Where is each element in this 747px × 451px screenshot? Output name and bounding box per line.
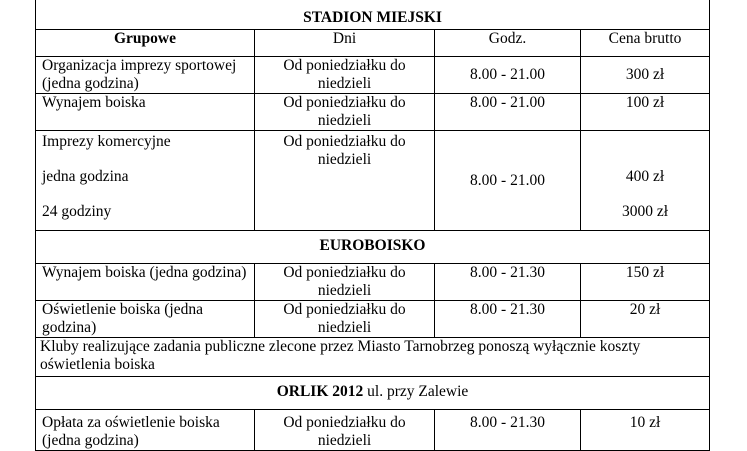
- row-hours: 8.00 - 21.00: [435, 131, 581, 231]
- row-name: Opłata za oświetlenie boiska (jedna godzina): [36, 410, 255, 451]
- section-row-stadion: [36, 0, 710, 30]
- row-days: Od poniedziałku do niedzieli: [255, 301, 435, 338]
- row-hours: 8.00 - 21.30: [435, 301, 581, 338]
- section-title-euroboisko: EUROBOISKO: [36, 231, 710, 264]
- header-price: Cena brutto: [581, 30, 710, 57]
- clubs-note: Kluby realizujące zadania publiczne zlecone przez Miasto Tarnobrzeg ponoszą wyłącznie koszty oświetlenia boiska: [36, 338, 710, 377]
- orlik-title: ORLIK 2012: [276, 383, 364, 400]
- row-name: Wynajem boiska (jedna godzina): [36, 264, 255, 301]
- table-row: [36, 410, 710, 451]
- table-row: [36, 94, 710, 131]
- section-title-stadion: STADION MIEJSKI: [36, 0, 710, 30]
- note-row: [36, 338, 710, 377]
- pricing-table: [35, 0, 710, 451]
- table-row: [36, 57, 710, 94]
- header-hours: Godz.: [435, 30, 581, 57]
- row-price: 20 zł: [581, 301, 710, 338]
- row-price: [581, 131, 710, 231]
- table-row: [36, 264, 710, 301]
- section-title-orlik: [36, 377, 710, 410]
- commercial-sub-hour: jedna godzina: [42, 168, 129, 185]
- row-name: [36, 94, 255, 131]
- table-row: [36, 301, 710, 338]
- commercial-price-hour: 400 zł: [625, 168, 665, 185]
- row-name: [36, 131, 255, 231]
- row-days: Od poniedziałku do niedzieli: [255, 264, 435, 301]
- row-price: 100 zł: [581, 94, 710, 131]
- row-days: Od poniedziałku do niedzieli: [255, 410, 435, 451]
- row-days: Od poniedziałku do niedzieli: [255, 57, 435, 94]
- commercial-sub-day: 24 godziny: [42, 203, 112, 220]
- table-row-commercial: [36, 131, 710, 231]
- row-name-text: Wynajem boiska: [42, 94, 146, 111]
- commercial-price-day: 3000 zł: [621, 203, 669, 220]
- row-hours: 8.00 - 21.30: [435, 410, 581, 451]
- orlik-address: ul. przy Zalewie: [363, 383, 469, 400]
- row-price: 300 zł: [581, 57, 710, 94]
- row-hours: 8.00 - 21.00: [435, 94, 581, 131]
- row-name: Oświetlenie boiska (jedna godzina): [36, 301, 255, 338]
- row-days: Od poniedziałku do niedzieli: [255, 94, 435, 131]
- row-price: 150 zł: [581, 264, 710, 301]
- section-row-orlik: [36, 377, 710, 410]
- row-days: Od poniedziałku do niedzieli: [255, 131, 435, 231]
- header-days: Dni: [255, 30, 435, 57]
- header-group: Grupowe: [36, 30, 255, 57]
- header-row: [36, 30, 710, 57]
- commercial-name: Imprezy komercyjne: [42, 133, 171, 150]
- row-price: 10 zł: [581, 410, 710, 451]
- row-hours: 8.00 - 21.00: [435, 57, 581, 94]
- row-hours: 8.00 - 21.30: [435, 264, 581, 301]
- row-name: Organizacja imprezy sportowej (jedna godzina): [36, 57, 255, 94]
- section-row-euroboisko: [36, 231, 710, 264]
